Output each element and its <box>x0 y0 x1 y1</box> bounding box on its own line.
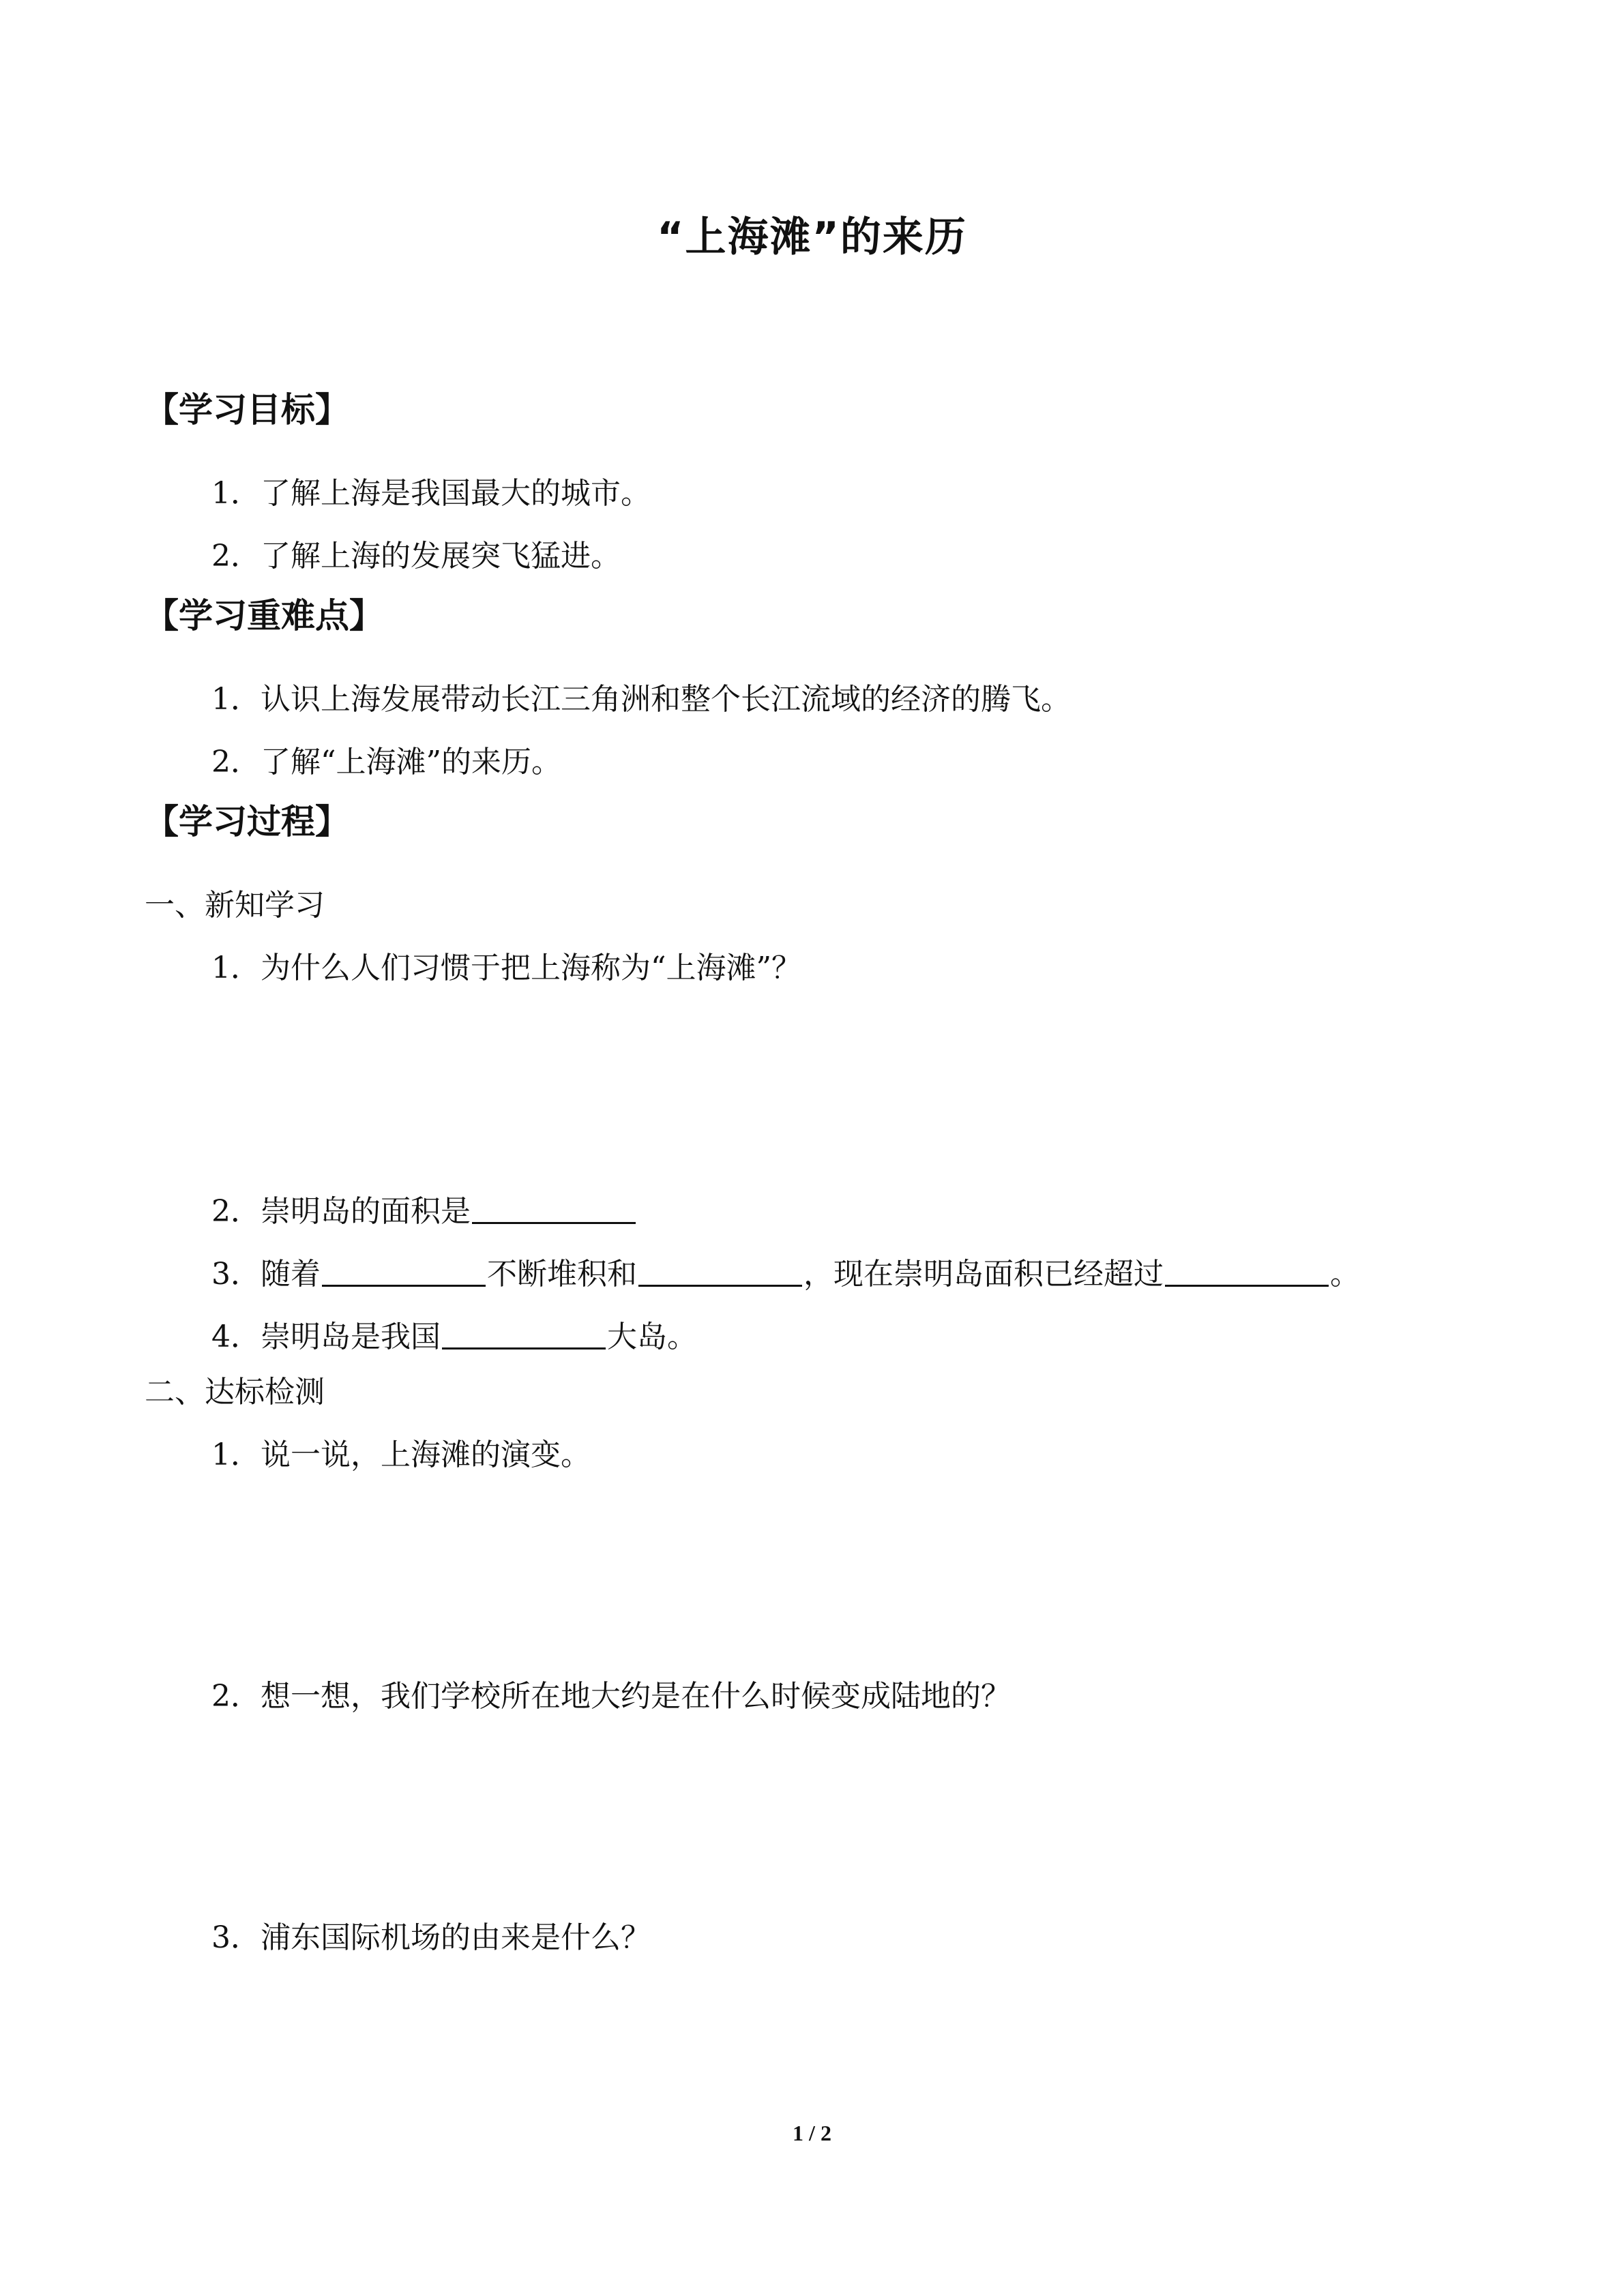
key-points-heading: 【学习重难点】 <box>145 596 383 636</box>
part1-question-3-text-c: ，现在崇明岛面积已经超过 <box>803 1257 1164 1292</box>
part2-question-1: 1．说一说，上海滩的演变。 <box>211 1437 591 1472</box>
key-point-item-2: 2．了解“上海滩”的来历。 <box>211 745 561 779</box>
part1-question-3-text-a: 3．随着 <box>211 1257 321 1292</box>
document-title: “上海滩”的来历 <box>657 213 967 261</box>
answer-blank[interactable] <box>472 1191 636 1224</box>
part1-question-4-text-a: 4．崇明岛是我国 <box>211 1320 441 1354</box>
part2-label: 二、达标检测 <box>145 1375 325 1410</box>
answer-blank[interactable] <box>322 1253 486 1287</box>
part1-question-3-text-d: 。 <box>1330 1257 1360 1292</box>
key-point-item-1: 1．认识上海发展带动长江三角洲和整个长江流域的经济的腾飞。 <box>211 682 1071 717</box>
answer-blank[interactable] <box>1165 1253 1329 1287</box>
part2-question-3: 3．浦东国际机场的由来是什么？ <box>211 1920 651 1955</box>
part1-question-4-text-b: 大岛。 <box>607 1320 697 1354</box>
page-number: 1 / 2 <box>793 2121 831 2145</box>
part1-question-1: 1．为什么人们习惯于把上海称为“上海滩”？ <box>211 951 801 985</box>
goal-item-2: 2．了解上海的发展突飞猛进。 <box>211 539 621 573</box>
process-heading: 【学习过程】 <box>145 802 349 841</box>
part1-question-3-text-b: 不断堆积和 <box>487 1257 637 1292</box>
part1-question-2 <box>211 1191 637 1232</box>
answer-blank[interactable] <box>638 1253 802 1287</box>
part1-question-4 <box>211 1316 697 1358</box>
goals-heading: 【学习目标】 <box>145 390 349 430</box>
answer-blank[interactable] <box>442 1316 606 1350</box>
goal-item-1: 1．了解上海是我国最大的城市。 <box>211 476 651 511</box>
part1-label: 一、新知学习 <box>145 888 325 923</box>
part2-question-2: 2．想一想，我们学校所在地大约是在什么时候变成陆地的？ <box>211 1679 1011 1714</box>
part1-question-3 <box>211 1253 1360 1295</box>
part1-question-2-text: 2．崇明岛的面积是 <box>211 1194 471 1229</box>
